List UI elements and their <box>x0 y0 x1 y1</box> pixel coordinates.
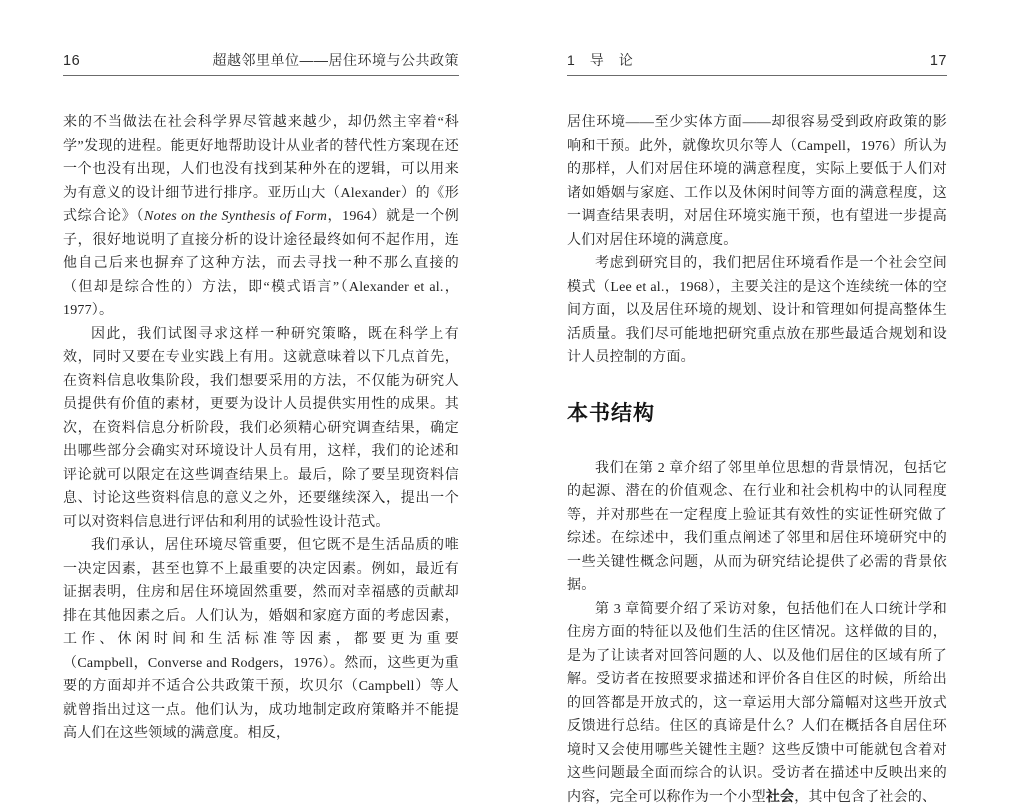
left-running-title: 超越邻里单位——居住环境与公共政策 <box>213 50 460 70</box>
text-run: 居住环境——至少实体方面——却很容易受到政府政策的影响和干预。此外，就像坎贝尔等人（Campell，1976）所认为的那样，人们对居住环境的满意程度，实际上要低于人们对诸如婚姻与家庭、工作以及休闲时间等方面的满意程度，这一调查结果表明，对居住环境实施干预，也有望进一步提高人们对居住环境的满意度。 <box>567 115 947 248</box>
left-page-body <box>63 111 459 746</box>
text-run: 本书结构 <box>567 402 655 425</box>
paragraph <box>567 457 947 598</box>
text-run: ，1964）就是一个例子，很好地说明了直接分析的设计途径最终如何不起作用，连他自己后来也摒弃了这种方法，而去寻找一种不那么直接的（但却是综合性的）方法，即“模式语言”（Alexander et al.，1977）。 <box>63 209 459 318</box>
paragraph <box>63 111 459 323</box>
text-run: 考虑到研究目的，我们把居住环境看作是一个社会空间模式（Lee et al.，1968），主要关注的是这个连续统一体的空间方面，以及居住环境的规划、设计和管理如何提高整体生活质量。我们尽可能地把研究重点放在那些最适合规划和设计人员控制的方面。 <box>567 256 947 365</box>
right-page-body <box>567 111 947 809</box>
right-running-head <box>567 50 947 76</box>
paragraph <box>63 534 459 746</box>
section-heading <box>567 397 947 427</box>
paragraph <box>567 598 947 809</box>
left-page-number: 16 <box>63 53 80 69</box>
right-page-number: 17 <box>930 53 947 69</box>
paragraph <box>567 111 947 252</box>
left-page <box>63 0 459 746</box>
text-run: 因此，我们试图寻求这样一种研究策略，既在科学上有效，同时又要在专业实践上有用。这就意味着以下几点首先，在资料信息收集阶段，我们想要采用的方法，不仅能为研究人员提供有价值的素材，更要为设计人员提供实用性的成果。其次，在资料信息分析阶段，我们必须精心研究调查结果，确定出哪些部分会确实对环境设计人员有用，这样，我们的论述和评论就可以限定在这些调查结果上。最后，除了要呈现资料信息、讨论这些资料信息的意义之外，还要继续深入，提出一个可以对资料信息进行评估和利用的试验性设计范式。 <box>63 327 459 530</box>
text-run: ，其中包含了社会的、 <box>794 790 936 805</box>
text-run: 我们在第 2 章介绍了邻里单位思想的背景情况，包括它的起源、潜在的价值观念、在行业和社会机构中的认同程度等，并对那些在一定程度上验证其有效性的实证性研究做了综述。在综述中，我们重点阐述了邻里和居住环境研究中的一些关键性概念问题，从而为研究结论提供了必需的背景依据。 <box>567 461 947 594</box>
text-run: 我们承认，居住环境尽管重要，但它既不是生活品质的唯一决定因素，甚至也算不上最重要的决定因素。例如，最近有证据表明，住房和居住环境固然重要，然而对幸福感的贡献却排在其他因素之后。人们认为，婚姻和家庭方面的考虑因素，工作、休闲时间和生活标准等因素，都要更为重要（Campbell，Converse and Rodgers，1976）。然而，这些更为重要的方面却并不适合公共政策干预，坎贝尔（Campbell）等人就曾指出过这一点。他们认为，成功地制定政府策略并不能提高人们在这些领域的满意度。相反， <box>63 538 459 741</box>
bold-text-run: 社会 <box>766 790 794 805</box>
text-run: 来的不当做法在社会科学界尽管越来越少，却仍然主宰着“科学”发现的进程。能更好地帮助设计从业者的替代性方案现在还一个也没有出现，人们也没有找到某种外在的逻辑，可以用来为有意义的设计细节进行排序。亚历山大（Alexander）的《形式综合论》（ <box>63 115 459 224</box>
text-run: 第 3 章简要介绍了采访对象，包括他们在人口统计学和住房方面的特征以及他们生活的住区情况。这样做的目的，是为了让读者对回答问题的人、以及他们居住的区域有所了解。受访者在按照要求描述和评价各自住区的时候，所给出的回答都是开放式的，这一章运用大部分篇幅对这些开放式反馈进行总结。住区的真谛是什么？人们在概括各自居住环境时又会使用哪些关键性主题？这些反馈中可能就包含着对这些问题最全面而综合的认识。受访者在描述中反映出来的内容，完全可以称作为一个小型 <box>567 602 947 805</box>
italic-text-run: Notes on the Synthesis of Form <box>144 209 327 224</box>
right-running-title: 1 导 论 <box>567 50 633 70</box>
paragraph <box>567 252 947 370</box>
right-page <box>567 0 947 809</box>
paragraph <box>63 323 459 535</box>
left-running-head <box>63 50 459 76</box>
